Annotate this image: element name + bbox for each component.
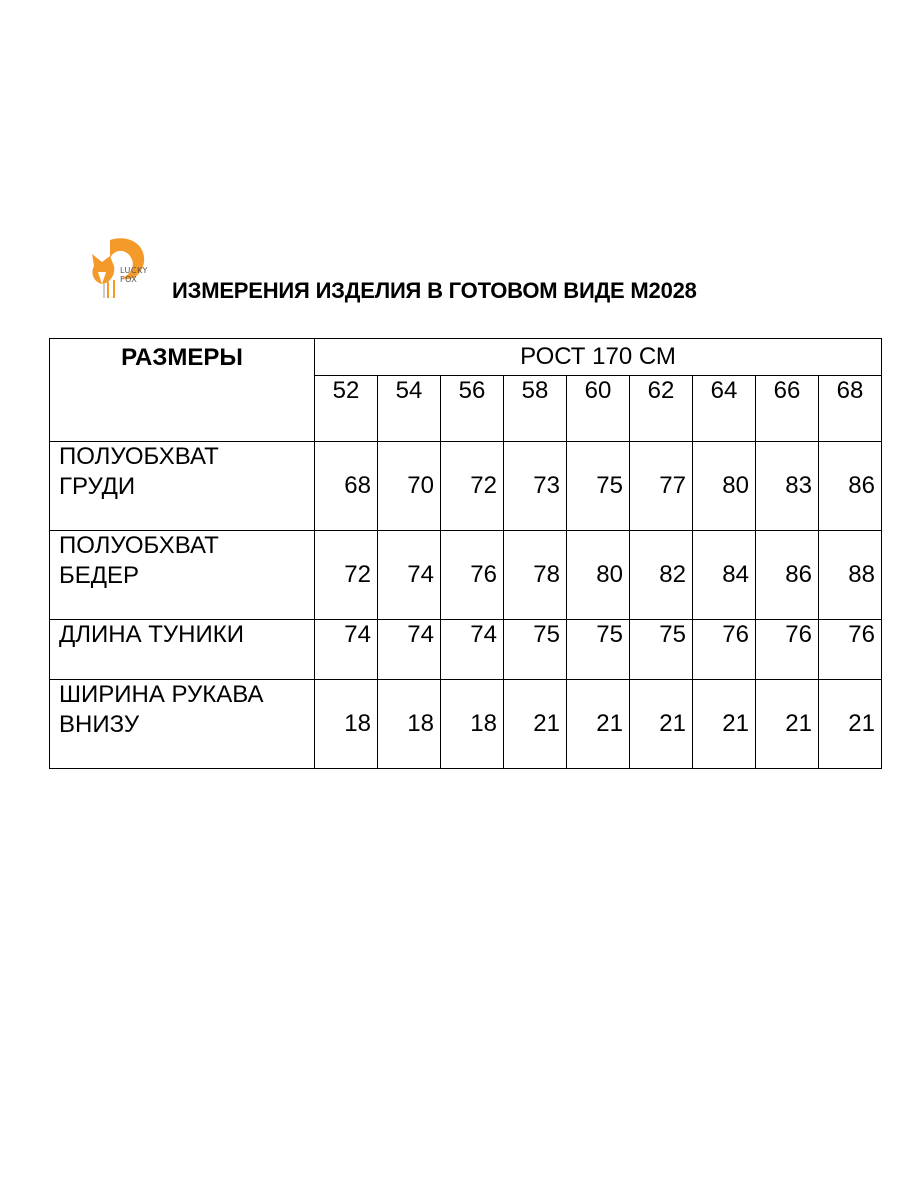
value-cell: 76 bbox=[441, 531, 504, 620]
height-group-header: РОСТ 170 СМ bbox=[315, 339, 882, 376]
value-cell: 68 bbox=[315, 442, 378, 531]
table-row bbox=[50, 680, 882, 769]
value-cell: 86 bbox=[756, 531, 819, 620]
size-cell: 58 bbox=[504, 375, 567, 441]
value-cell: 88 bbox=[819, 531, 882, 620]
page-title: ИЗМЕРЕНИЯ ИЗДЕЛИЯ В ГОТОВОМ ВИДЕ М2028 bbox=[172, 278, 697, 303]
row-label-line: ВНИЗУ bbox=[59, 711, 140, 738]
value-cell: 21 bbox=[567, 680, 630, 769]
value-cell: 74 bbox=[378, 531, 441, 620]
row-label-line: ДЛИНА ТУНИКИ bbox=[59, 621, 244, 648]
value-cell: 75 bbox=[630, 620, 693, 680]
table-row bbox=[50, 531, 882, 620]
size-cell: 62 bbox=[630, 375, 693, 441]
size-cell: 52 bbox=[315, 375, 378, 441]
row-label bbox=[50, 531, 315, 620]
value-cell: 72 bbox=[315, 531, 378, 620]
size-cell: 54 bbox=[378, 375, 441, 441]
row-label bbox=[50, 620, 315, 680]
row-label-line: ПОЛУОБХВАТ bbox=[59, 443, 219, 470]
value-cell: 18 bbox=[441, 680, 504, 769]
size-cell: 66 bbox=[756, 375, 819, 441]
row-label-line: ШИРИНА РУКАВА bbox=[59, 681, 264, 708]
row-label-line: БЕДЕР bbox=[59, 562, 140, 589]
table-row bbox=[50, 620, 882, 680]
size-cell: 64 bbox=[693, 375, 756, 441]
value-cell: 86 bbox=[819, 442, 882, 531]
value-cell: 75 bbox=[504, 620, 567, 680]
value-cell: 75 bbox=[567, 442, 630, 531]
value-cell: 72 bbox=[441, 442, 504, 531]
value-cell: 73 bbox=[504, 442, 567, 531]
value-cell: 77 bbox=[630, 442, 693, 531]
table-row bbox=[50, 442, 882, 531]
value-cell: 78 bbox=[504, 531, 567, 620]
value-cell: 74 bbox=[315, 620, 378, 680]
value-cell: 21 bbox=[756, 680, 819, 769]
value-cell: 74 bbox=[441, 620, 504, 680]
logo-text-line1: LUCKY bbox=[120, 266, 148, 275]
row-label bbox=[50, 442, 315, 531]
logo-text bbox=[120, 266, 148, 284]
size-cell: 68 bbox=[819, 375, 882, 441]
size-cell: 56 bbox=[441, 375, 504, 441]
value-cell: 75 bbox=[567, 620, 630, 680]
value-cell: 76 bbox=[819, 620, 882, 680]
size-table bbox=[49, 338, 882, 769]
row-label-line: ГРУДИ bbox=[59, 473, 136, 500]
value-cell: 74 bbox=[378, 620, 441, 680]
sizes-header: РАЗМЕРЫ bbox=[50, 339, 315, 442]
value-cell: 21 bbox=[630, 680, 693, 769]
table-header-row bbox=[50, 339, 882, 376]
value-cell: 21 bbox=[504, 680, 567, 769]
logo-text-line2: FOX bbox=[120, 275, 138, 284]
size-cell: 60 bbox=[567, 375, 630, 441]
value-cell: 82 bbox=[630, 531, 693, 620]
value-cell: 18 bbox=[378, 680, 441, 769]
value-cell: 70 bbox=[378, 442, 441, 531]
value-cell: 76 bbox=[693, 620, 756, 680]
value-cell: 84 bbox=[693, 531, 756, 620]
value-cell: 21 bbox=[693, 680, 756, 769]
value-cell: 21 bbox=[819, 680, 882, 769]
value-cell: 83 bbox=[756, 442, 819, 531]
row-label bbox=[50, 680, 315, 769]
value-cell: 80 bbox=[567, 531, 630, 620]
value-cell: 76 bbox=[756, 620, 819, 680]
row-label-line: ПОЛУОБХВАТ bbox=[59, 532, 219, 559]
value-cell: 80 bbox=[693, 442, 756, 531]
value-cell: 18 bbox=[315, 680, 378, 769]
